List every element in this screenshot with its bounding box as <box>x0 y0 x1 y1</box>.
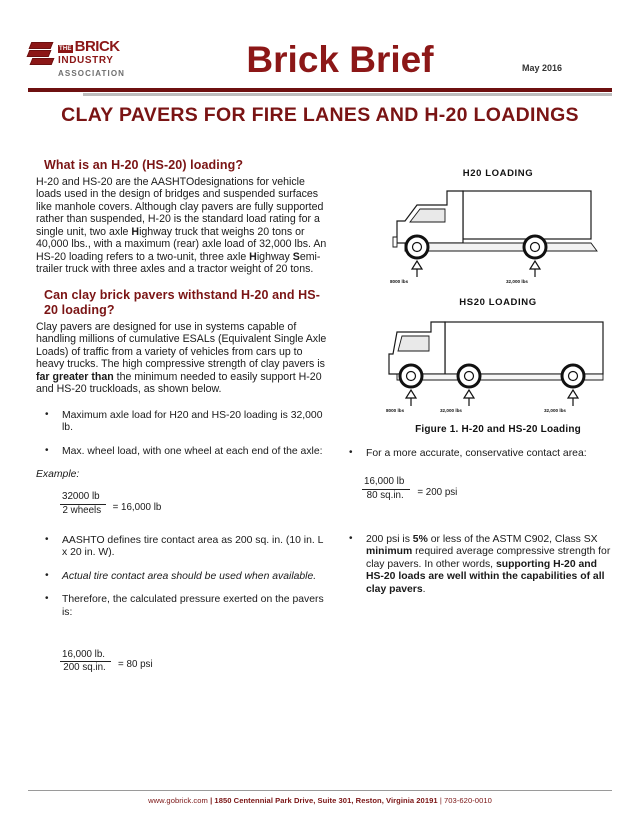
footer-separator-1: | <box>207 796 215 805</box>
h20-truck-diagram <box>383 181 613 281</box>
figure-block <box>378 168 618 435</box>
brick-industry-association-logo <box>28 39 138 80</box>
logo-wordmark <box>58 39 125 80</box>
masthead-title: Brick Brief <box>246 38 434 80</box>
hs20-trailer-wheel <box>562 365 584 387</box>
list-item <box>340 448 615 460</box>
spacer <box>36 276 328 288</box>
formula-wheel-load-numerator: 32000 lb <box>60 491 106 504</box>
formula-pressure <box>60 649 153 674</box>
section-heading-can-pavers-withstand: Can clay brick pavers withstand H-20 and HS-20 loading? <box>44 287 321 318</box>
formula-pressure-denominator: 200 sq.in. <box>63 662 106 674</box>
section-body-what-is-h20: H-20 and HS-20 are the AASHTOdesignations for vehicle loads used in the design of bridges and suspended surfaces like manhole covers. Although clay pavers are fully supported rather than suspended, H-20 is the standard load rating for a single unit, two axle Highway truck that weighs 20 tons or 40,000 lbs., with a maximum (rear) axle load of 32,000 lbs. An HS-20 loading refers to a two-unit, three axle Highway Semi-trailer truck with three axles and a tractor weight of 20 tons. <box>36 175 327 276</box>
list-item: • Max. wheel load, with one wheel at each end of the axle: <box>36 446 328 458</box>
hs20-front-wheel <box>400 365 422 387</box>
header-divider-gray-bar <box>83 93 612 96</box>
bullet-list-conservative-contact <box>340 448 615 460</box>
footer-separator-2: | <box>437 796 444 805</box>
hs20-drive-axle-load: 32,000 lbs <box>440 408 462 413</box>
header-divider-red-bar <box>28 88 612 92</box>
logo-industry-text: INDUSTRY <box>58 54 114 66</box>
footer-phone: 703-620-0010 <box>444 796 492 805</box>
h20-rear-axle-load: 32,000 lbs <box>506 279 528 284</box>
bullet-list-astm-compliance <box>340 534 615 596</box>
h20-rear-wheel <box>524 236 546 258</box>
list-item: • Actual tire contact area should be used when available. <box>36 571 328 583</box>
h20-front-axle-load: 8000 lbs <box>390 279 409 284</box>
left-column <box>36 158 328 675</box>
page-title: CLAY PAVERS FOR FIRE LANES AND H-20 LOADINGS <box>61 104 579 126</box>
section-heading-what-is-h20: What is an H-20 (HS-20) loading? <box>44 158 244 172</box>
formula-conservative-numerator: 16,000 lb <box>362 476 410 489</box>
bullet-text-conservative-area: For a more accurate, conservative contact area: <box>366 448 587 459</box>
footer-website[interactable]: www.gobrick.com <box>148 796 208 805</box>
hs20-loading-label: HS20 LOADING <box>459 297 537 308</box>
hs20-front-axle-load: 8000 lbs <box>386 408 405 413</box>
formula-wheel-load-result: = 16,000 lb <box>112 501 162 513</box>
section-body-can-pavers-withstand: Clay pavers are designed for use in systems capable of handling millions of cumulative ESALs (Equivalent Single Axle Loads) of traffic from a variety of vehicles from cars up to heavy trucks. The high compressive strength of clay pavers is far greater than the minimum needed to easily support H-20 and HS-20 truckloads, as shown below. <box>36 320 327 396</box>
formula-conservative-denominator: 80 sq.in. <box>366 489 404 501</box>
logo-association-text: ASSOCIATION <box>58 69 126 79</box>
right-column-bullets <box>340 448 615 607</box>
formula-wheel-load-denominator: 2 wheels <box>62 504 102 516</box>
h20-load-arrows <box>412 261 540 277</box>
formula-pressure-result: = 80 psi <box>118 659 153 671</box>
logo-brick-text: BRICK <box>74 37 120 55</box>
page-footer <box>28 796 612 805</box>
formula-wheel-load <box>60 491 161 516</box>
hs20-load-arrows <box>406 390 578 406</box>
list-item: • AASHTO defines tire contact area as 200 sq. in. (10 in. L x 20 in. W). <box>36 535 328 560</box>
footer-address: 1850 Centennial Park Drive, Suite 301, Reston, Virginia 20191 <box>214 796 438 805</box>
hs20-truck-diagram <box>383 310 613 410</box>
figure-caption: Figure 1. H-20 and HS-20 Loading <box>415 424 581 435</box>
masthead-date: May 2016 <box>522 63 563 73</box>
h20-loading-label: H20 LOADING <box>462 168 534 179</box>
header-divider <box>28 88 612 96</box>
bullet-list-contact-area <box>36 535 328 619</box>
hs20-trailer-axle-load: 32,000 lbs <box>544 408 566 413</box>
hs20-drive-wheel <box>458 365 480 387</box>
list-item: • Therefore, the calculated pressure exerted on the pavers is: <box>36 594 328 619</box>
bullet-list-axle-loads <box>36 410 328 458</box>
list-item: • Maximum axle load for H20 and HS-20 loading is 32,000 lb. <box>36 410 328 435</box>
formula-pressure-numerator: 16,000 lb. <box>60 649 111 662</box>
formula-conservative-result: = 200 psi <box>417 486 458 498</box>
logo-the-text: THE <box>59 45 72 52</box>
formula-conservative-pressure <box>362 476 457 501</box>
bullet-text-astm-c902: 200 psi is 5% or less of the ASTM C902, Class SX minimum required average compressive strength for clay pavers. In other words, supporting H-20 and HS-20 loads are well within the capabilities of all clay pavers. <box>366 533 611 595</box>
example-label: Example: <box>36 469 80 481</box>
list-item <box>340 534 615 596</box>
stacked-bricks-icon <box>28 41 54 71</box>
page-header <box>28 30 612 88</box>
h20-front-wheel <box>406 236 428 258</box>
footer-divider <box>28 790 612 791</box>
